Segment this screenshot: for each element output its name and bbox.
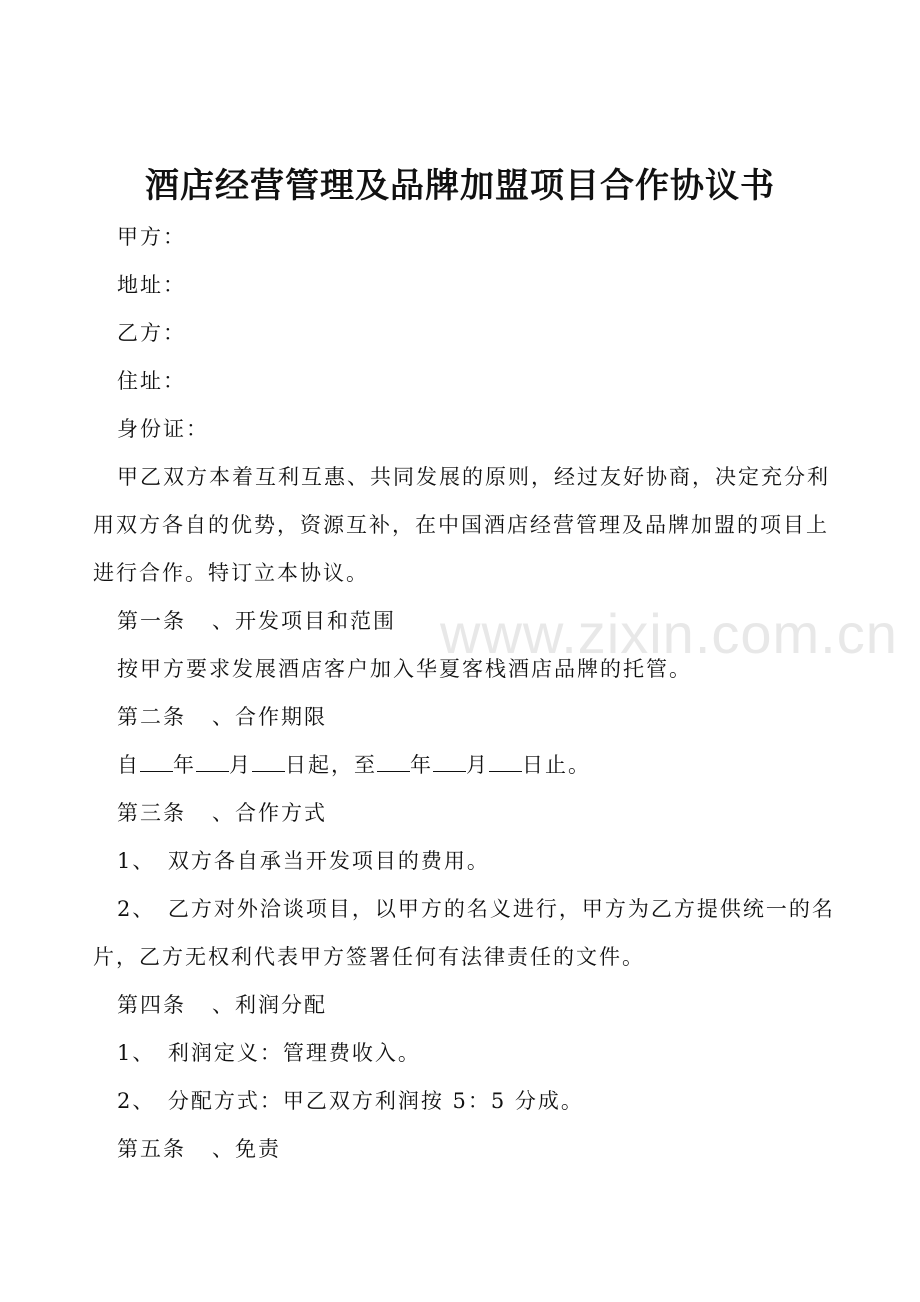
article-5-number: 第五条 <box>117 1137 186 1161</box>
article-3-item-2-line-2: 片，乙方无权利代表甲方签署任何有法律责任的文件。 <box>93 945 645 969</box>
term-month-end: 月 <box>466 753 489 777</box>
blank-field <box>377 751 410 772</box>
intro-paragraph-line-3: 进行合作。特订立本协议。 <box>93 561 369 585</box>
article-1-heading <box>117 606 396 636</box>
article-3-item-1: 1、 双方各自承当开发项目的费用。 <box>117 849 490 873</box>
article-3-title: 、合作方式 <box>212 801 327 825</box>
id-card-label: 身份证： <box>117 417 209 441</box>
term-day-end: 日止。 <box>522 753 591 777</box>
term-year-end: 年 <box>410 753 433 777</box>
article-2-title: 、合作期限 <box>212 705 327 729</box>
article-5-heading <box>117 1134 281 1164</box>
watermark: www.zixin.com.cn <box>440 602 898 665</box>
blank-field <box>489 751 522 772</box>
article-5-title: 、免责 <box>212 1137 281 1161</box>
article-2-number: 第二条 <box>117 705 186 729</box>
party-b-label: 乙方： <box>117 321 186 345</box>
intro-paragraph-line-1: 甲乙双方本着互利互惠、共同发展的原则，经过友好协商，决定充分利 <box>117 465 830 489</box>
term-line <box>117 750 591 780</box>
article-3-number: 第三条 <box>117 801 186 825</box>
article-2-heading <box>117 702 327 732</box>
intro-paragraph-line-2: 用双方各自的优势，资源互补，在中国酒店经营管理及品牌加盟的项目上 <box>93 513 829 537</box>
article-4-item-2: 2、 分配方式：甲乙双方利润按 5：5 分成。 <box>117 1089 584 1113</box>
article-1-body: 按甲方要求发展酒店客户加入华夏客栈酒店品牌的托管。 <box>117 657 692 681</box>
article-4-title: 、利润分配 <box>212 993 327 1017</box>
term-day-start: 日起，至 <box>285 753 377 777</box>
address-b-label: 住址： <box>117 369 186 393</box>
article-1-title: 、开发项目和范围 <box>212 609 396 633</box>
blank-field <box>196 751 229 772</box>
article-4-number: 第四条 <box>117 993 186 1017</box>
article-4-item-1: 1、 利润定义：管理费收入。 <box>117 1041 421 1065</box>
blank-field <box>140 751 173 772</box>
article-4-heading <box>117 990 327 1020</box>
term-month: 月 <box>229 753 252 777</box>
term-from: 自 <box>117 753 140 777</box>
term-year: 年 <box>173 753 196 777</box>
article-3-item-2-line-1: 2、 乙方对外洽谈项目，以甲方的名义进行，甲方为乙方提供统一的名 <box>117 897 835 921</box>
party-a-label: 甲方： <box>117 225 186 249</box>
blank-field <box>433 751 466 772</box>
document-title: 酒店经营管理及品牌加盟项目合作协议书 <box>145 166 775 206</box>
article-3-heading <box>117 798 327 828</box>
article-1-number: 第一条 <box>117 609 186 633</box>
address-a-label: 地址： <box>117 273 186 297</box>
blank-field <box>252 751 285 772</box>
